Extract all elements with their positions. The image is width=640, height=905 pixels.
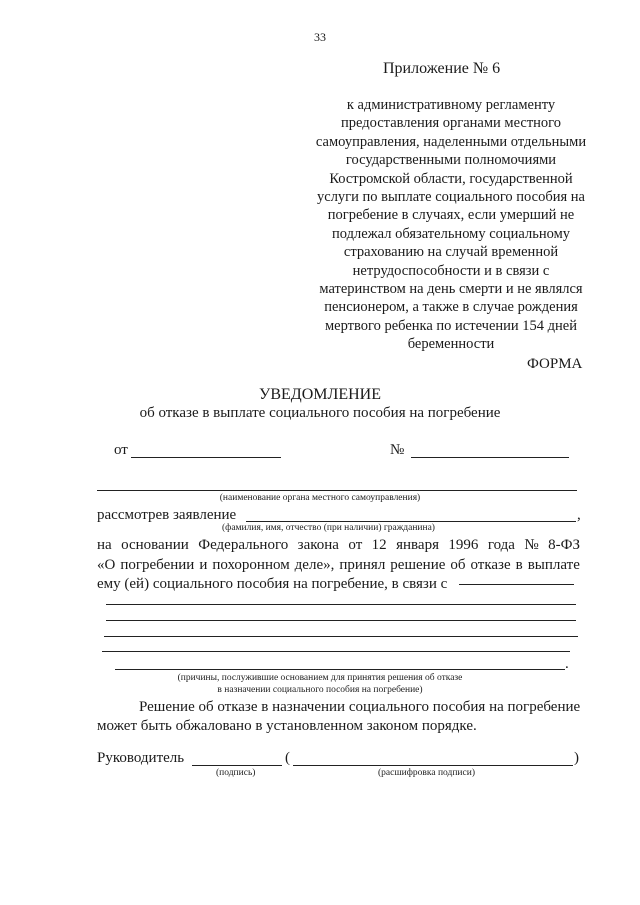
trailing-comma: ,	[577, 507, 581, 523]
appendix-line: пенсионером, а также в случае рождения	[324, 299, 578, 316]
basis-word: отказе	[470, 556, 511, 573]
basis-word: закона	[297, 537, 339, 553]
signature-line[interactable]	[192, 765, 282, 766]
appendix-title: Приложение № 6	[383, 60, 501, 77]
reason-line-1[interactable]	[106, 604, 576, 605]
close-paren: )	[574, 750, 579, 766]
basis-line-3-text: ему (ей) социального пособия на погребение, в связи с	[97, 576, 448, 592]
applicant-caption: (фамилия, имя, отчество (при наличии) гражданина)	[222, 523, 435, 533]
basis-line-1	[97, 536, 580, 556]
number-label: №	[390, 442, 405, 458]
notice-title: УВЕДОМЛЕНИЕ	[259, 386, 381, 403]
head-label: Руководитель	[97, 750, 185, 766]
decision-line-2: может быть обжаловано в установленном законом порядке.	[97, 718, 477, 734]
basis-word: погребении	[120, 556, 195, 573]
reviewed-label: рассмотрев заявление	[97, 507, 237, 523]
appendix-line: Костромской области, государственной	[329, 170, 573, 187]
basis-word: об	[450, 556, 466, 573]
appendix-line: страхованию на случай временной	[343, 244, 559, 261]
decision-line-1: Решение об отказе в назначении социального пособия на погребение	[139, 699, 581, 715]
open-paren: (	[285, 750, 290, 766]
basis-word: выплате	[527, 556, 580, 573]
page-number: 33	[314, 30, 326, 44]
reason-line-5[interactable]	[115, 669, 565, 670]
appendix-line: нетрудоспособности и в связи с	[352, 262, 550, 279]
basis-line-2	[97, 556, 580, 576]
basis-word: принял	[339, 556, 386, 573]
appendix-line: самоуправления, наделенными отдельными	[315, 133, 587, 150]
appendix-line: материнством на день смерти и не являлся	[319, 281, 583, 298]
basis-paragraph	[97, 536, 580, 595]
appendix-line: государственными полномочиями	[345, 152, 557, 169]
basis-word: деле»,	[294, 556, 335, 573]
basis-word: 12	[371, 537, 387, 553]
reason-inline-line[interactable]	[459, 584, 574, 585]
reason-line-2[interactable]	[106, 620, 576, 621]
signature-caption: (подпись)	[216, 768, 256, 778]
appendix-line: беременности	[407, 336, 495, 353]
organ-name-line[interactable]	[97, 490, 577, 491]
number-field-line[interactable]	[411, 457, 569, 458]
date-field-line[interactable]	[131, 457, 281, 458]
basis-word: и	[199, 556, 208, 573]
reasons-caption-2: в назначении социального пособия на погребение)	[217, 685, 423, 695]
reasons-caption-1: (причины, послужившие основанием для принятия решения об отказе	[177, 673, 463, 683]
form-label: ФОРМА	[527, 356, 583, 372]
basis-word: №	[524, 537, 539, 553]
basis-word: 1996	[448, 537, 479, 553]
appendix-description	[278, 96, 624, 354]
from-label: от	[114, 442, 128, 458]
notice-subtitle: об отказе в выплате социального пособия на погребение	[139, 405, 501, 421]
appendix-line: услуги по выплате социального пособия на	[317, 189, 585, 206]
basis-word: 8-ФЗ	[548, 537, 580, 553]
basis-word: похоронном	[212, 556, 290, 573]
decision-paragraph	[97, 698, 582, 736]
organ-caption: (наименование органа местного самоуправления)	[219, 493, 421, 503]
basis-word: в	[515, 556, 523, 573]
reason-end-period: .	[565, 656, 569, 672]
appendix-line: к административному регламенту	[346, 97, 556, 113]
basis-word: на	[97, 537, 112, 553]
basis-word: января	[396, 537, 439, 553]
appendix-line: погребение в случаях, если умерший не	[327, 207, 575, 224]
reason-line-4[interactable]	[102, 651, 570, 652]
reason-line-3[interactable]	[104, 636, 578, 637]
basis-word: года	[487, 537, 515, 553]
basis-word: решение	[390, 556, 446, 573]
decode-caption: (расшифровка подписи)	[378, 768, 475, 778]
applicant-name-line[interactable]	[246, 521, 576, 522]
appendix-line: предоставления органами местного	[341, 115, 561, 132]
basis-word: от	[348, 537, 363, 553]
basis-word: «О	[97, 556, 116, 573]
basis-word: основании	[121, 537, 189, 553]
signature-decode-line[interactable]	[293, 765, 573, 766]
appendix-line: подлежал обязательному социальному	[332, 225, 570, 242]
basis-word: Федерального	[198, 537, 289, 553]
appendix-line: мертвого ребенка по истечении 154 дней	[324, 317, 577, 334]
